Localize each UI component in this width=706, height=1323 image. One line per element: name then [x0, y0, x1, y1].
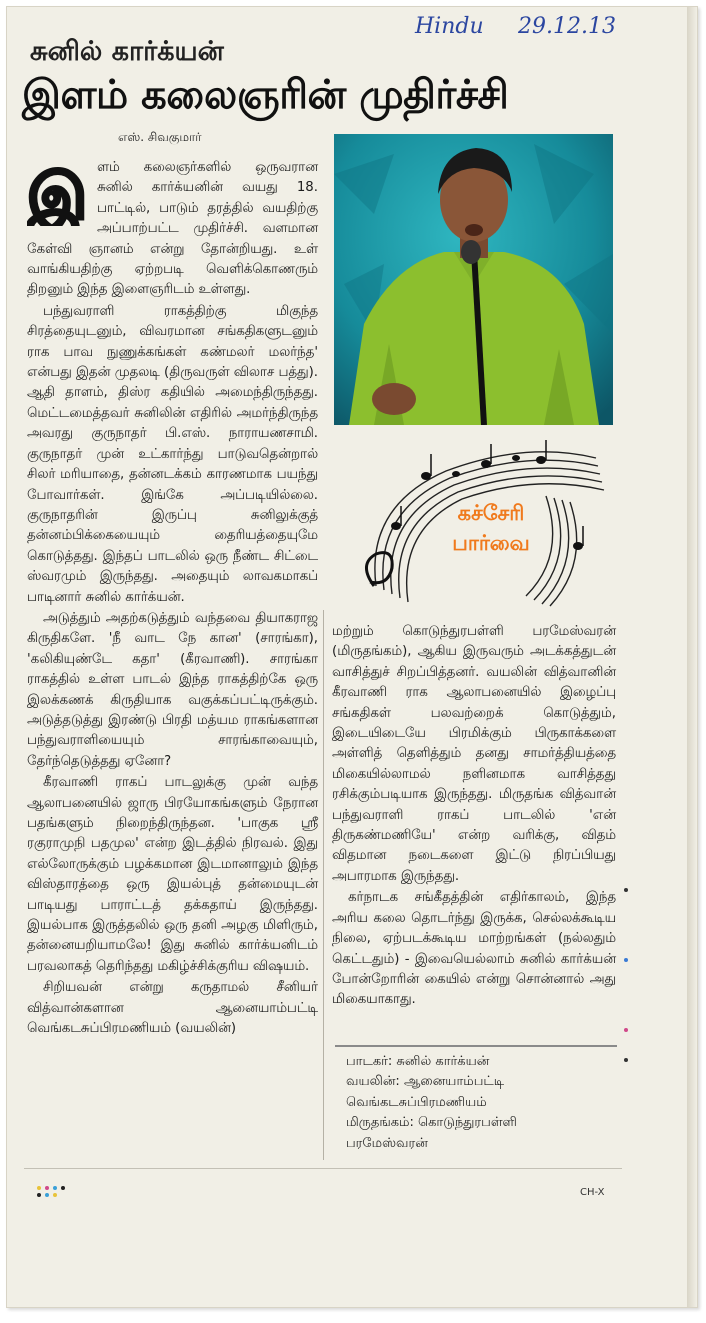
paragraph-6: மற்றும் கொடுந்துரபள்ளி பரமேஸ்வரன் (மிருதங்கம்), ஆகிய இருவரும் அடக்கத்துடன் வாசித்துச் சிறப்பித்தனர். வயலின் வித்வானின் கீரவாணி ராக ஆலாபனையில் இழைப்பு சங்கதிகள் பலவற்றைக் கொடுத்தும், இடையிடையே பிரமிக்கும் பிருகாக்களை அள்ளித் தெளித்தும் தனது சாமர்த்தியத்தை மிகையில்லாமல் நளினமாக வாசித்தது ரசிக்கும்படியாக இருந்தது. மிருதங்க வித்வான் பந்துவராளி ராகப் பாடலில் 'என் திருகண்மணியே' என்ற வரிக்கு, விதம் விதமான நடைகளை இட்டு நிரப்பியது அபாரமாக இருந்தது.: [332, 624, 616, 884]
article-headline: இளம் கலைஞரின் முதிர்ச்சி: [22, 72, 509, 118]
credit-mridangam-name: பரமேஸ்வரன்: [346, 1135, 428, 1151]
handwritten-source: Hindu: [415, 14, 484, 39]
bottom-rule: [24, 1168, 622, 1169]
color-register-dots: [36, 1183, 76, 1202]
margin-mark: [624, 1028, 628, 1032]
drop-cap-letter: இ: [27, 160, 88, 226]
margin-mark: [624, 958, 628, 962]
singer-photo: [334, 134, 613, 425]
paragraph-7: கர்நாடக சங்கீதத்தின் எதிர்காலம், இந்த அரிய கலை தொடர்ந்து இருக்க, செல்லக்கூடிய நிலை, ஏற்படக்கூடிய மாற்றங்கள் (நல்லதும் கெட்டதும்) - இவையெல்லாம் சுனில் கார்க்யன் போன்றோரின் கையில் என்று சொன்னால் அது மிகையாகாது.: [332, 890, 616, 1008]
page-edge: [687, 7, 697, 1307]
credit-violin: வயலின்: ஆனையாம்பட்டி: [346, 1074, 505, 1090]
paragraph-2: பந்துவராளி ராகத்திற்கு மிகுந்த சிரத்தையுடனும், விவரமான சங்கதிகளுடனும் ராக பாவ நுணுக்கங்கள் கண்மலர் மலர்ந்த' என்பது இதன் முதலடி (திருவருள் விலாச பத்து). ஆதி தாளம், திஸ்ர கதியில் அமைந்திருந்தது. மெட்டமைத்தவர் சுனிலின் எதிரில் அமர்ந்திருந்த அவரது குருநாதர் பி.எஸ். நாராயணசாமி. குருநாதர் முன் உட்கார்ந்து பாடுவதென்றால் சிலர் மரியாதை, தன்னடக்கம் காரணமாக பயந்து போவார்கள். இங்கே அப்படியில்லை. குருநாதரின் இருப்பு சுனிலுக்குத் தன்னம்பிக்கையையும் தைரியத்தையுமே கொடுத்தது. இந்தப் பாடலில் ஒரு நீண்ட சிட்டை ஸ்வரமும் இருந்தது. அதையும் லாவகமாகப் பாடினார் சுனில் கார்க்யன்.: [27, 303, 318, 605]
badge-line-1: கச்சேரி: [457, 501, 525, 525]
paragraph-5: சிறியவன் என்று கருதாமல் சீனியர் வித்வான்களான ஆனையாம்பட்டி வெங்கடசுப்பிரமணியம் (வயலின்): [27, 980, 318, 1037]
margin-mark: [624, 1058, 628, 1062]
article-kicker: சுனில் கார்க்யன்: [30, 36, 224, 67]
credit-violin-name: வெங்கடசுப்பிரமணியம்: [346, 1094, 487, 1110]
badge-line-2: பார்வை: [452, 531, 530, 555]
performer-credits: [346, 1052, 517, 1154]
paragraph-4: கீரவாணி ராகப் பாடலுக்கு முன் வந்த ஆலாபனையில் ஜாரு பிரயோகங்களும் நேரான பதங்களும் நிறைந்திருந்தன. 'பாகுக ஸ்ரீ ரகுராமுநி பதமுல' என்ற இடத்தில் நிரவல். இது எல்லோருக்கும் பழக்கமான இடமானாலும் இந்த விஸ்தாரத்தை ஒரு இயல்புத் தன்மையுடன் பாடியது பாராட்டத் தக்கதாய் இருந்தது. இயல்பாக இருத்தலில் ஒரு தனி அழகு மிளிரும், தன்னையறியாமலே! இது சுனில் கார்க்யனிடம் பரவலாகத் தெரிந்தது மகிழ்ச்சிக்குரிய விஷயம்.: [27, 775, 318, 974]
paragraph-3: அடுத்தும் அதற்கடுத்தும் வந்தவை தியாகராஜ கிருதிகளே. 'நீ வாட நே கான' (சாரங்கா), 'கலிகியுண்டே கதா' (கீரவாணி). சாரங்கா ராகத்தில் உள்ள பாடல் இந்த ராகத்திற்கே ஒரு இலக்கணக் கிருதியாக வகுக்கப்பட்டிருக்கும். அடுத்தடுத்து இரண்டு பிரதி மத்யம ராகங்களான பந்துவராளியையும் சாரங்காவையும், தேர்ந்தெடுத்தது ஏனோ?: [27, 610, 318, 769]
page-code: CH-X: [580, 1187, 605, 1198]
article-byline: எஸ். சிவகுமார்: [118, 130, 202, 144]
column-divider: [323, 610, 324, 1160]
paragraph-1: இ ளம் கலைஞர்களில் ஒருவரான சுனில் கார்க்யனின் வயது 18. பாட்டில், பாடும் தரத்தில் வயதிற்கு அப்பாற்பட்ட முதிர்ச்சி. வளமான கேள்வி ஞானம் என்று தோன்றியது. உள் வாங்கியதிற்கு ஏற்றபடி வெளிக்கொணரும் திறனும் இந்த இளைஞரிடம் உள்ளது.: [27, 160, 318, 298]
handwritten-date: 29.12.13: [518, 14, 616, 39]
article-column-left: [27, 158, 318, 1040]
article-column-right: [332, 622, 616, 1012]
drop-cap: [27, 160, 89, 226]
credit-mridangam: மிருதங்கம்: கொடுந்துரபள்ளி: [346, 1115, 517, 1131]
credit-vocal: பாடகர்: சுனில் கார்க்யன்: [346, 1054, 490, 1069]
concert-review-badge: [356, 436, 606, 610]
margin-mark: [624, 888, 628, 892]
